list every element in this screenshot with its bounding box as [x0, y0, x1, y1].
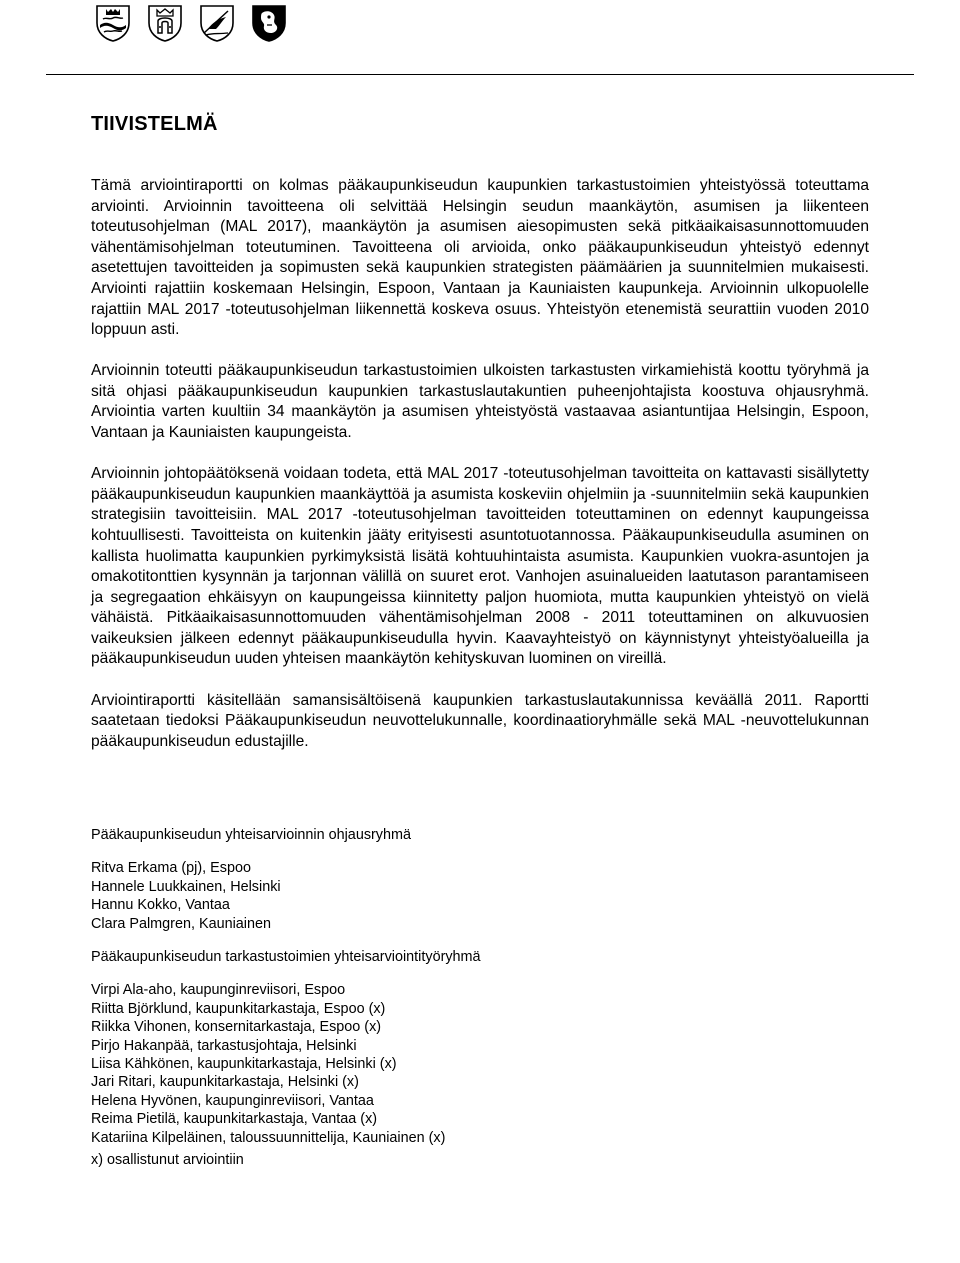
- espoo-crest-icon: [146, 3, 184, 43]
- list-item: Riitta Björklund, kaupunkitarkastaja, Espoo (x): [91, 1000, 386, 1017]
- working-group-members: [91, 981, 791, 1147]
- list-item: Pirjo Hakanpää, tarkastusjohtaja, Helsinki: [91, 1037, 357, 1054]
- summary-body: [91, 176, 869, 773]
- steering-group-members: [91, 859, 791, 933]
- list-item: Riikka Vihonen, konsernitarkastaja, Espoo (x): [91, 1019, 382, 1036]
- header-divider: [46, 74, 914, 75]
- list-item: Katariina Kilpeläinen, taloussuunnittelija, Kauniainen (x): [91, 1129, 446, 1146]
- summary-paragraph: Arvioinnin johtopäätöksenä voidaan todeta, että MAL 2017 -toteutusohjelman tavoitteita on kattavasti sisällytetty pääkaupunkiseudun kaupunkien maankäyttöä ja asumista koskeviin ohjelmiin ja -suunnitelmiin sekä kaupunkien strategisiin tavoitteisiin. MAL 2017 -toteutusohjelman tavoitteiden toteuttaminen on edennyt kaupungeissa kohtuullisesti. Tavoitteista on kuitenkin jääty erityisesti asuntotuotannossa. Pääkaupunkiseudulla asuminen on kallista huolimatta kaupunkien pyrkimyksistä lisätä kohtuuhintaista asumista. Kaupunkien vuokra-asuntojen ja omakotitonttien kysynnän ja tarjonnan välillä on suuret erot. Vanhojen asuinalueiden laatutason parantamiseen ja segregaation ehkäisyyn on kaupungeissa kiinnitetty paljon huomiota, mutta kaupunkien yhteistyö on vielä vähäistä. Pitkäaikaisasunnottomuuden vähentämisohjelman 2008 - 2011 toteuttaminen on alkuvuosien vaikeuksien jälkeen edennyt pääkaupunkiseudulla hyvin. Kaavayhteistyö on käynnistynyt yhteistyöalueilla ja pääkaupunkiseudun uuden yhteisen maankäytön kehityskuvan luominen on vireillä.: [91, 465, 869, 668]
- summary-paragraph: Arvioinnin toteutti pääkaupunkiseudun tarkastustoimien ulkoisten tarkastusten virkamiehistä koottu työryhmä ja sitä ohjasi pääkaupunkiseudun kaupunkien tarkastuslautakuntien puheenjohtajista koostuva ohjausryhmä. Arviointia varten kuultiin 34 maankäytön ja asumisen yhteistyöstä vastaavaa asiantuntijaa Helsingin, Espoon, Vantaan ja Kauniaisten kaupungeista.: [91, 362, 869, 442]
- list-item: Reima Pietilä, kaupunkitarkastaja, Vantaa (x): [91, 1111, 378, 1128]
- committee-section: [91, 826, 791, 1170]
- helsinki-crest-icon: [94, 3, 132, 43]
- page-title: TIIVISTELMÄ: [91, 113, 218, 135]
- list-item: Helena Hyvönen, kaupunginreviisori, Vantaa: [91, 1092, 374, 1109]
- summary-paragraph: Arviointiraportti käsitellään samansisältöisenä kaupunkien tarkastuslautakunnissa keväällä 2011. Raportti saatetaan tiedoksi Pääkaupunkiseudun neuvottelukunnalle, koordinaatioryhmälle sekä MAL -neuvottelukunnan pääkaupunkiseudun edustajille.: [91, 691, 869, 750]
- list-item: Liisa Kähkönen, kaupunkitarkastaja, Helsinki (x): [91, 1056, 397, 1073]
- list-item: Ritva Erkama (pj), Espoo: [91, 860, 251, 877]
- steering-group-title: Pääkaupunkiseudun yhteisarvioinnin ohjausryhmä: [91, 827, 411, 843]
- summary-paragraph: Tämä arviointiraportti on kolmas pääkaupunkiseudun kaupunkien tarkastustoimien yhteistyössä toteuttama arviointi. Arvioinnin tavoitteena oli selvittää Helsingin seudun maankäytön, asumisen ja liikenteen toteutusohjelman (MAL 2017), maankäytön ja asumisen aiesopimusten sekä pitkäaikaisasunnottomuuden vähentämisohjelman toteutuminen. Tavoitteena oli arvioida, onko pääkaupunkiseudun yhteistyö edennyt asetettujen tavoitteiden ja sopimusten sekä kaupunkien strategisten päämäärien ja suunnitelmien mukaisesti. Arviointi rajattiin koskemaan Helsingin, Espoon, Vantaan ja Kauniaisten kaupunkeja. Arvioinnin ulkopuolelle rajattiin MAL 2017 -toteutusohjelman liikennettä koskeva osuus. Yhteistyön etenemistä seurattiin vuoden 2010 loppuun asti.: [91, 177, 869, 339]
- page-header: [0, 0, 960, 80]
- municipal-crests: [94, 3, 288, 43]
- footnote: x) osallistunut arviointiin: [91, 1152, 244, 1169]
- list-item: Clara Palmgren, Kauniainen: [91, 915, 271, 932]
- list-item: Virpi Ala-aho, kaupunginreviisori, Espoo: [91, 982, 346, 999]
- list-item: Jari Ritari, kaupunkitarkastaja, Helsinki (x): [91, 1074, 359, 1091]
- working-group-title: Pääkaupunkiseudun tarkastustoimien yhteisarviointityöryhmä: [91, 949, 481, 966]
- vantaa-crest-icon: [198, 3, 236, 43]
- kauniainen-crest-icon: [250, 3, 288, 43]
- list-item: Hannele Luukkainen, Helsinki: [91, 878, 281, 895]
- list-item: Hannu Kokko, Vantaa: [91, 897, 230, 914]
